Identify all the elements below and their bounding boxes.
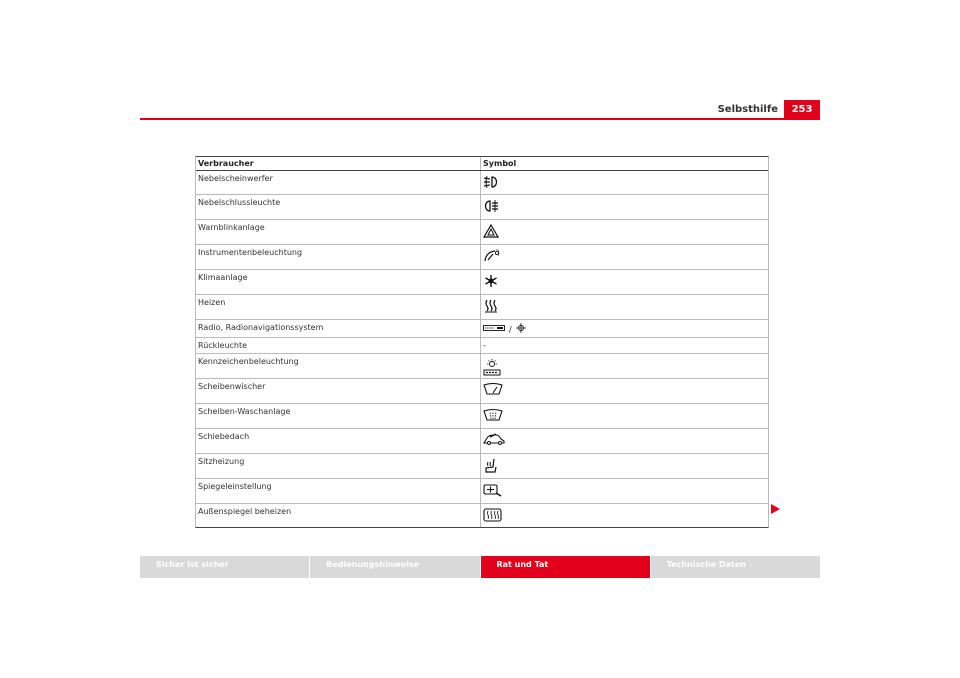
- radio-icon: [483, 324, 505, 334]
- seat-heating-icon: [483, 458, 765, 474]
- symbol-text: -: [483, 341, 486, 350]
- table-row: [196, 338, 768, 354]
- tab-sicher-ist-sicher[interactable]: Sicher ist sicher: [140, 556, 309, 578]
- instrument-lighting-icon: [483, 249, 765, 263]
- consumer-symbol-table: [195, 156, 769, 528]
- table-row: [196, 379, 768, 404]
- air-conditioning-icon: [483, 274, 765, 288]
- sunroof-icon: [483, 433, 765, 445]
- header-symbol: Symbol: [483, 159, 517, 168]
- header-consumer: Verbraucher: [196, 157, 481, 170]
- consumer-label: Außenspiegel beheizen: [196, 504, 481, 527]
- header-rule: [140, 118, 820, 120]
- consumer-label: Radio, Radionavigationssystem: [196, 320, 481, 337]
- table-row: [196, 479, 768, 504]
- table-row: [196, 454, 768, 479]
- hazard-warning-icon: [483, 224, 765, 238]
- table-row: [196, 245, 768, 270]
- consumer-label: Warnblinkanlage: [196, 220, 481, 244]
- page-header: [140, 100, 820, 120]
- table-row: [196, 270, 768, 295]
- table-row: [196, 354, 768, 379]
- rear-fog-light-icon: [483, 199, 765, 213]
- windscreen-wiper-icon: [483, 383, 765, 395]
- table-row: [196, 220, 768, 245]
- front-fog-light-icon: [483, 175, 765, 189]
- page-number: 253: [784, 100, 820, 120]
- consumer-label: Scheiben-Waschanlage: [196, 404, 481, 428]
- consumer-label: Instrumentenbeleuchtung: [196, 245, 481, 269]
- table-row: [196, 295, 768, 320]
- heating-icon: [483, 299, 765, 313]
- icon-separator: /: [509, 324, 512, 334]
- table-row: [196, 404, 768, 429]
- table-row: [196, 195, 768, 220]
- table-row: [196, 320, 768, 338]
- consumer-label: Scheibenwischer: [196, 379, 481, 403]
- license-plate-light-icon: [483, 358, 765, 376]
- tab-rat-und-tat[interactable]: Rat und Tat: [481, 556, 650, 578]
- table-row: [196, 429, 768, 454]
- section-title: Selbsthilfe: [717, 104, 778, 115]
- consumer-label: Heizen: [196, 295, 481, 319]
- consumer-label: Nebelschlussleuchte: [196, 195, 481, 219]
- consumer-label: Schiebedach: [196, 429, 481, 453]
- consumer-label: Klimaanlage: [196, 270, 481, 294]
- navigation-icon: [516, 323, 526, 335]
- windscreen-washer-icon: [483, 408, 765, 422]
- table-header: [196, 157, 768, 171]
- next-page-arrow-icon[interactable]: [771, 504, 780, 514]
- tab-technische-daten[interactable]: Technische Daten: [651, 556, 820, 578]
- consumer-label: Kennzeichenbeleuchtung: [196, 354, 481, 378]
- consumer-label: Sitzheizung: [196, 454, 481, 478]
- mirror-adjustment-icon: [483, 483, 765, 497]
- table-row: [196, 504, 768, 527]
- footer-nav: [140, 556, 820, 578]
- consumer-label: Nebelscheinwerfer: [196, 171, 481, 194]
- table-row: [196, 171, 768, 195]
- tab-bedienungshinweise[interactable]: Bedienungshinweise: [310, 556, 479, 578]
- heated-mirror-icon: [483, 508, 765, 522]
- consumer-label: Spiegeleinstellung: [196, 479, 481, 503]
- consumer-label: Rückleuchte: [196, 338, 481, 353]
